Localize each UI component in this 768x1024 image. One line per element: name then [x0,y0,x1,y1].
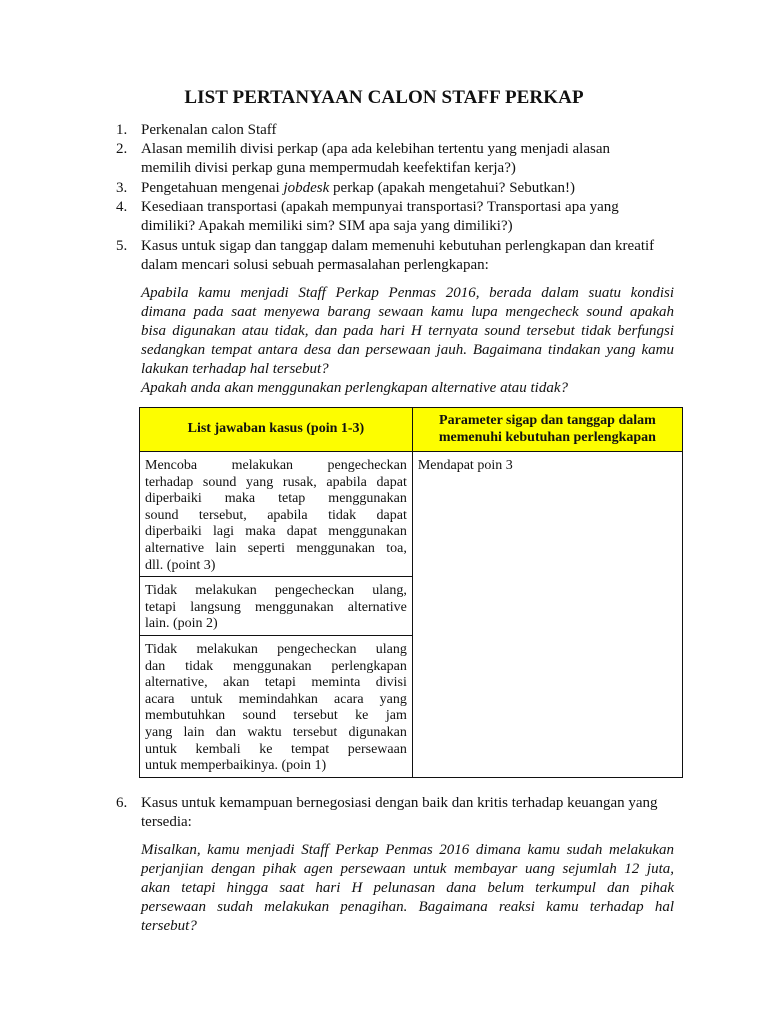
header-parameter: Parameter sigap dan tanggap dalam memenuhi kebutuhan perlengkapan [412,408,682,452]
case-line: bisa digunakan atau tidak, dan pada hari H ternyata sound tersebut tidak berfungsi [141,323,674,339]
question-number: 6. [116,795,128,811]
header-answer-list: List jawaban kasus (poin 1-3) [140,408,413,452]
table-header-row [140,408,683,452]
question-text: perkap (apakah mengetahui? Sebutkan!) [329,180,576,196]
question-text: Pengetahuan mengenai [141,180,284,196]
case-5-scenario [141,284,674,398]
parameter-cell [412,452,682,778]
question-text: Alasan memilih divisi perkap (apa ada kelebihan tertentu yang menjadi alasan [141,141,610,157]
question-number: 1. [116,122,128,138]
question-text: Kasus untuk kemampuan bernegosiasi dengan baik dan kritis terhadap keuangan yang [141,795,658,811]
answer-table [139,407,683,778]
case-line: akan tetapi hingga saat hari H pelunasan dana belum terkumpul dan pihak [141,880,674,896]
question-text: Kesediaan transportasi (apakah mempunyai transportasi? Transportasi apa yang [141,199,619,215]
question-number: 5. [116,238,128,254]
answer-cell: Tidak melakukan pengecheckan ulang dan tidak menggunakan perlengkapan alternative, akan tetapi meminta divisi acara untuk memindahkan acara yang membutuhkan sound tersebut ke jam yang lain dan waktu tersebut digunakan untuk kembali ke tempat persewaan untuk memperbaikinya. (poin 1) [140,635,413,777]
question-text: Kasus untuk sigap dan tanggap dalam memenuhi kebutuhan perlengkapan dan kreatif [141,238,655,254]
question-text: tersedia: [141,814,192,830]
answer-cell: Mencoba melakukan pengecheckan terhadap sound yang rusak, apabila dapat diperbaiki maka tetap menggunakan sound tersebut, apabila tidak dapat diperbaiki lagi maka dapat menggunakan alternative lain seperti menggunakan toa, dll. (point 3) [140,452,413,577]
case-line: tersebut? [141,918,197,934]
answer-cell: Tidak melakukan pengecheckan ulang, tetapi langsung menggunakan alternative lain. (poin 2) [140,577,413,636]
case-line: Misalkan, kamu menjadi Staff Perkap Penmas 2016 dimana kamu sudah melakukan [141,842,674,858]
case-line: persewaan sudah melakukan penagihan. Bagaimana reaksi kamu terhadap hal [141,899,674,915]
case-line: sedangkan tempat antara desa dan persewaan jauh. Bagaimana tindakan yang kamu [141,342,674,358]
question-number: 4. [116,199,128,215]
question-number: 3. [116,180,128,196]
case-line: perjanjian dengan pihak agen persewaan untuk membayar uang sejumlah 12 juta, [141,861,674,877]
jobdesk-term: jobdesk [283,180,330,196]
question-text: memilih divisi perkap guna mempermudah keefektifan kerja?) [141,160,516,176]
case-line: lakukan terhadap hal tersebut? [141,361,329,377]
document-title: LIST PERTANYAAN CALON STAFF PERKAP [184,87,584,108]
case-line: dimana pada saat menyewa barang sewaan kamu lupa mengecheck sound apakah [141,304,674,320]
question-text: dimiliki? Apakah memiliki sim? SIM apa saja yang dimiliki?) [141,218,513,234]
question-text: dalam mencari solusi sebuah permasalahan perlengkapan: [141,257,489,273]
question-number: 2. [116,141,128,157]
case-line: Apakah anda akan menggunakan perlengkapan alternative atau tidak? [141,380,568,396]
question-text: Perkenalan calon Staff [141,122,277,138]
table-row [140,452,683,577]
case-line: Apabila kamu menjadi Staff Perkap Penmas 2016, berada dalam suatu kondisi [141,285,674,301]
parameter-value: Mendapat poin 3 [417,458,513,473]
case-6-scenario [141,841,674,936]
